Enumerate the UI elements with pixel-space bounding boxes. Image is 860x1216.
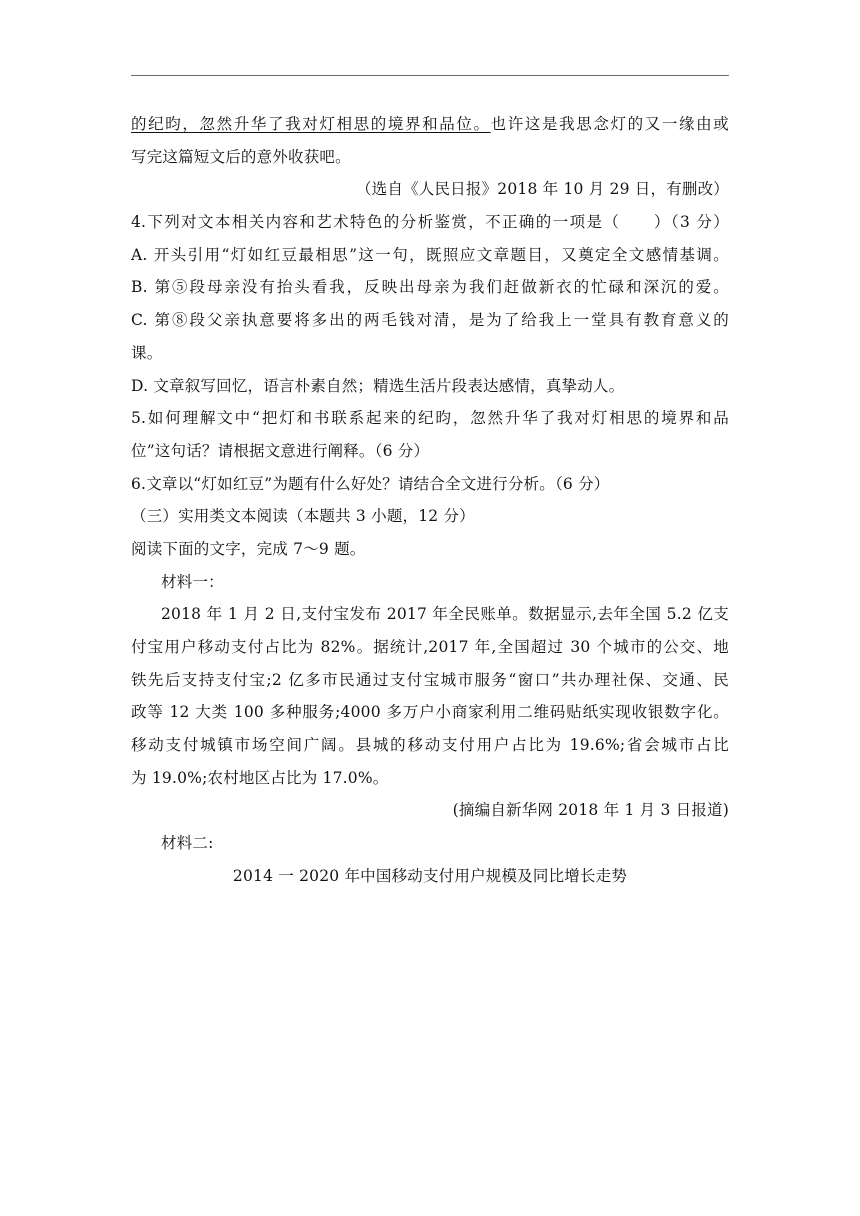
material1-label: 材料一： — [161, 572, 224, 591]
q4-option-c-line-1: C. 第⑧段父亲执意要将多出的两毛钱对清，是为了给我上一堂具有教育意义的 — [131, 311, 729, 330]
material1-source: (摘编自新华网 2018 年 1 月 3 日报道) — [452, 801, 729, 820]
q4-option-b: B. 第⑤段母亲没有抬头看我，反映出母亲为我们赶做新衣的忙碌和深沉的爱。 — [131, 278, 729, 297]
q6-line-1: 6.文章以“灯如红豆”为题有什么好处？请结合全文进行分析。（6 分） — [131, 474, 610, 493]
q4-stem: 4.下列对文本相关内容和艺术特色的分析鉴赏，不正确的一项是（ ）（3 分） — [131, 213, 729, 232]
passage-source: （选自《人民日报》2018 年 10 月 29 日，有删改） — [355, 180, 729, 199]
material1-line-4: 政等 12 大类 100 多种服务;4000 多万户小商家利用二维码贴纸实现收银数字化。 — [131, 703, 729, 722]
material2-chart-title: 2014 一 2020 年中国移动支付用户规模及同比增长走势 — [232, 866, 628, 885]
q5-line-2: 位”这句话？请根据文意进行阐释。（6 分） — [131, 441, 430, 460]
passage-end-line-1 — [131, 108, 729, 141]
q4-option-a: A. 开头引用“灯如红豆最相思”这一句，既照应文章题目，又奠定全文感情基调。 — [131, 245, 729, 264]
passage-end-rest: 也许这是我思念灯的又一缘由或 — [490, 115, 729, 133]
underlined-sentence: 的纪昀，忽然升华了我对灯相思的境界和品位。 — [131, 115, 491, 133]
material1-line-6: 为 19.0%;农村地区占比为 17.0%。 — [131, 768, 389, 787]
section3-instruction: 阅读下面的文字，完成 7～9 题。 — [131, 539, 366, 558]
section3-heading: （三）实用类文本阅读（本题共 3 小题，12 分） — [131, 507, 475, 526]
material1-line-5: 移动支付城镇市场空间广阔。县城的移动支付用户占比为 19.6%;省会城市占比 — [131, 736, 729, 755]
material1-line-2: 付宝用户移动支付占比为 82%。据统计,2017 年,全国超过 30 个城市的公交、地 — [131, 638, 729, 656]
header-rule — [131, 75, 729, 76]
material1-line-3: 铁先后支持支付宝;2 亿多市民通过支付宝城市服务“窗口”共办理社保、交通、民 — [131, 670, 729, 689]
q4-option-c-line-2: 课。 — [131, 343, 163, 362]
material1-line-1: 2018 年 1 月 2 日,支付宝发布 2017 年全民账单。数据显示,去年全国 5.2 亿支 — [161, 605, 729, 624]
q5-line-1: 5.如何理解文中“把灯和书联系起来的纪昀，忽然升华了我对灯相思的境界和品 — [131, 409, 729, 428]
passage-end-line-2: 写完这篇短文后的意外收获吧。 — [131, 147, 351, 166]
document-body — [131, 108, 729, 893]
material2-label: 材料二: — [161, 834, 214, 853]
q4-option-d: D. 文章叙写回忆，语言朴素自然；精选生活片段表达感情，真挚动人。 — [131, 376, 625, 395]
